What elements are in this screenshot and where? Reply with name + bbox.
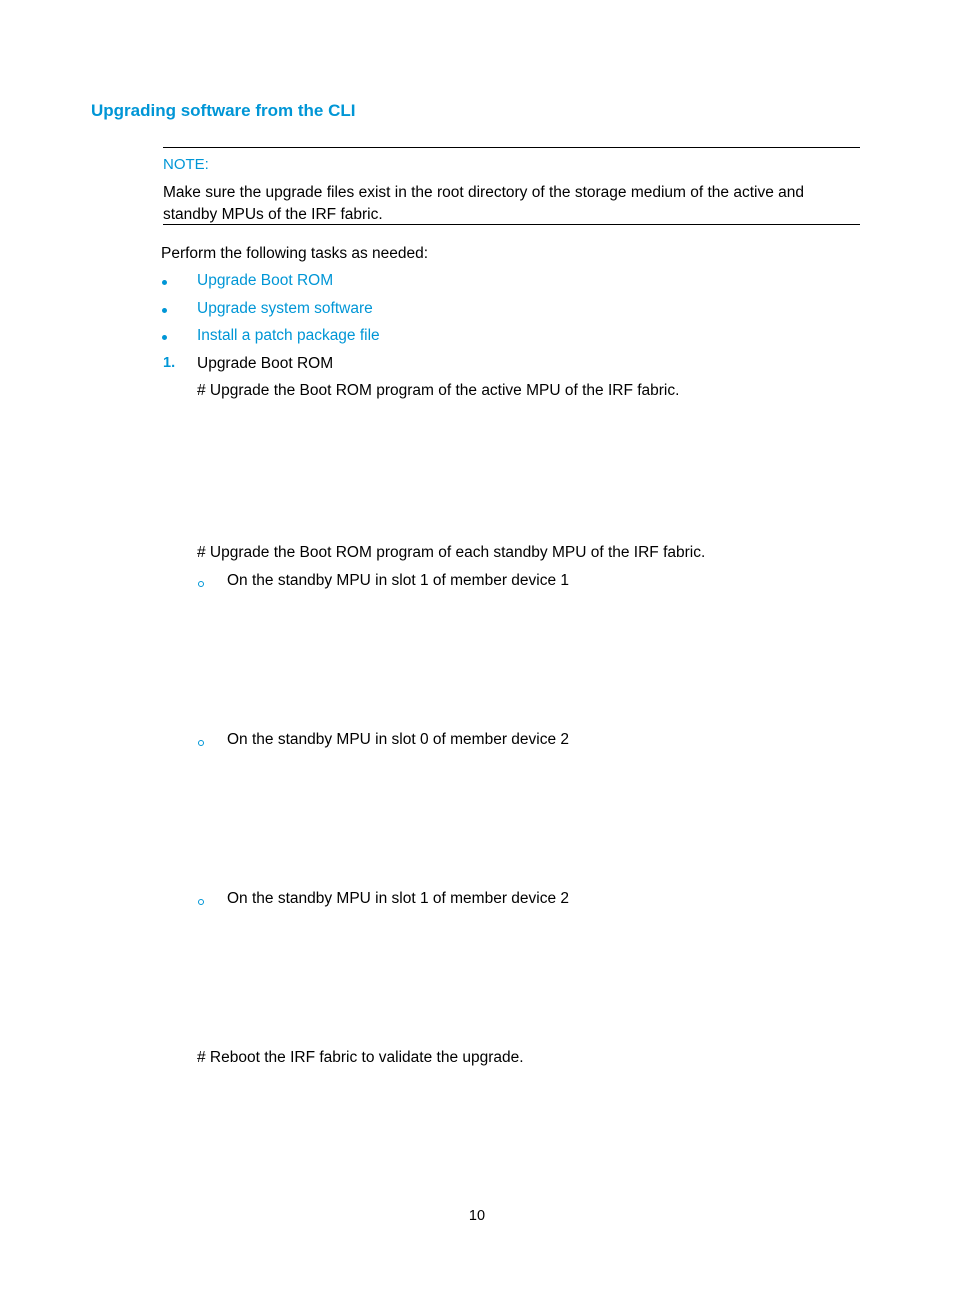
circle-bullet-icon [198,581,204,587]
intro-text: Perform the following tasks as needed: [161,245,429,262]
note-text: Make sure the upgrade files exist in the root directory of the storage medium of the active and standby MPUs of the IRF fabric. [163,184,805,223]
link-install-patch-package[interactable]: Install a patch package file [197,327,380,344]
section-heading: Upgrading software from the CLI [91,101,356,120]
standby-item-text: On the standby MPU in slot 0 of member device 2 [227,731,570,748]
circle-bullet-icon [198,740,204,746]
bullet-icon [162,308,167,313]
standby-item-text: On the standby MPU in slot 1 of member device 2 [227,890,570,907]
link-upgrade-system-software[interactable]: Upgrade system software [197,300,373,317]
note-top-rule [163,147,860,148]
step-number: 1. [163,355,176,371]
step-title: Upgrade Boot ROM [197,355,334,372]
circle-bullet-icon [198,899,204,905]
page-number: 10 [468,1208,486,1224]
reboot-text: # Reboot the IRF fabric to validate the upgrade. [197,1049,524,1066]
link-upgrade-boot-rom[interactable]: Upgrade Boot ROM [197,272,334,289]
bullet-icon [162,335,167,340]
standby-item-text: On the standby MPU in slot 1 of member device 1 [227,572,570,589]
note-label: NOTE: [163,156,209,173]
note-bottom-rule [163,224,860,225]
active-mpu-text: # Upgrade the Boot ROM program of the active MPU of the IRF fabric. [197,382,680,399]
bullet-icon [162,280,167,285]
standby-mpu-text: # Upgrade the Boot ROM program of each standby MPU of the IRF fabric. [197,544,706,561]
